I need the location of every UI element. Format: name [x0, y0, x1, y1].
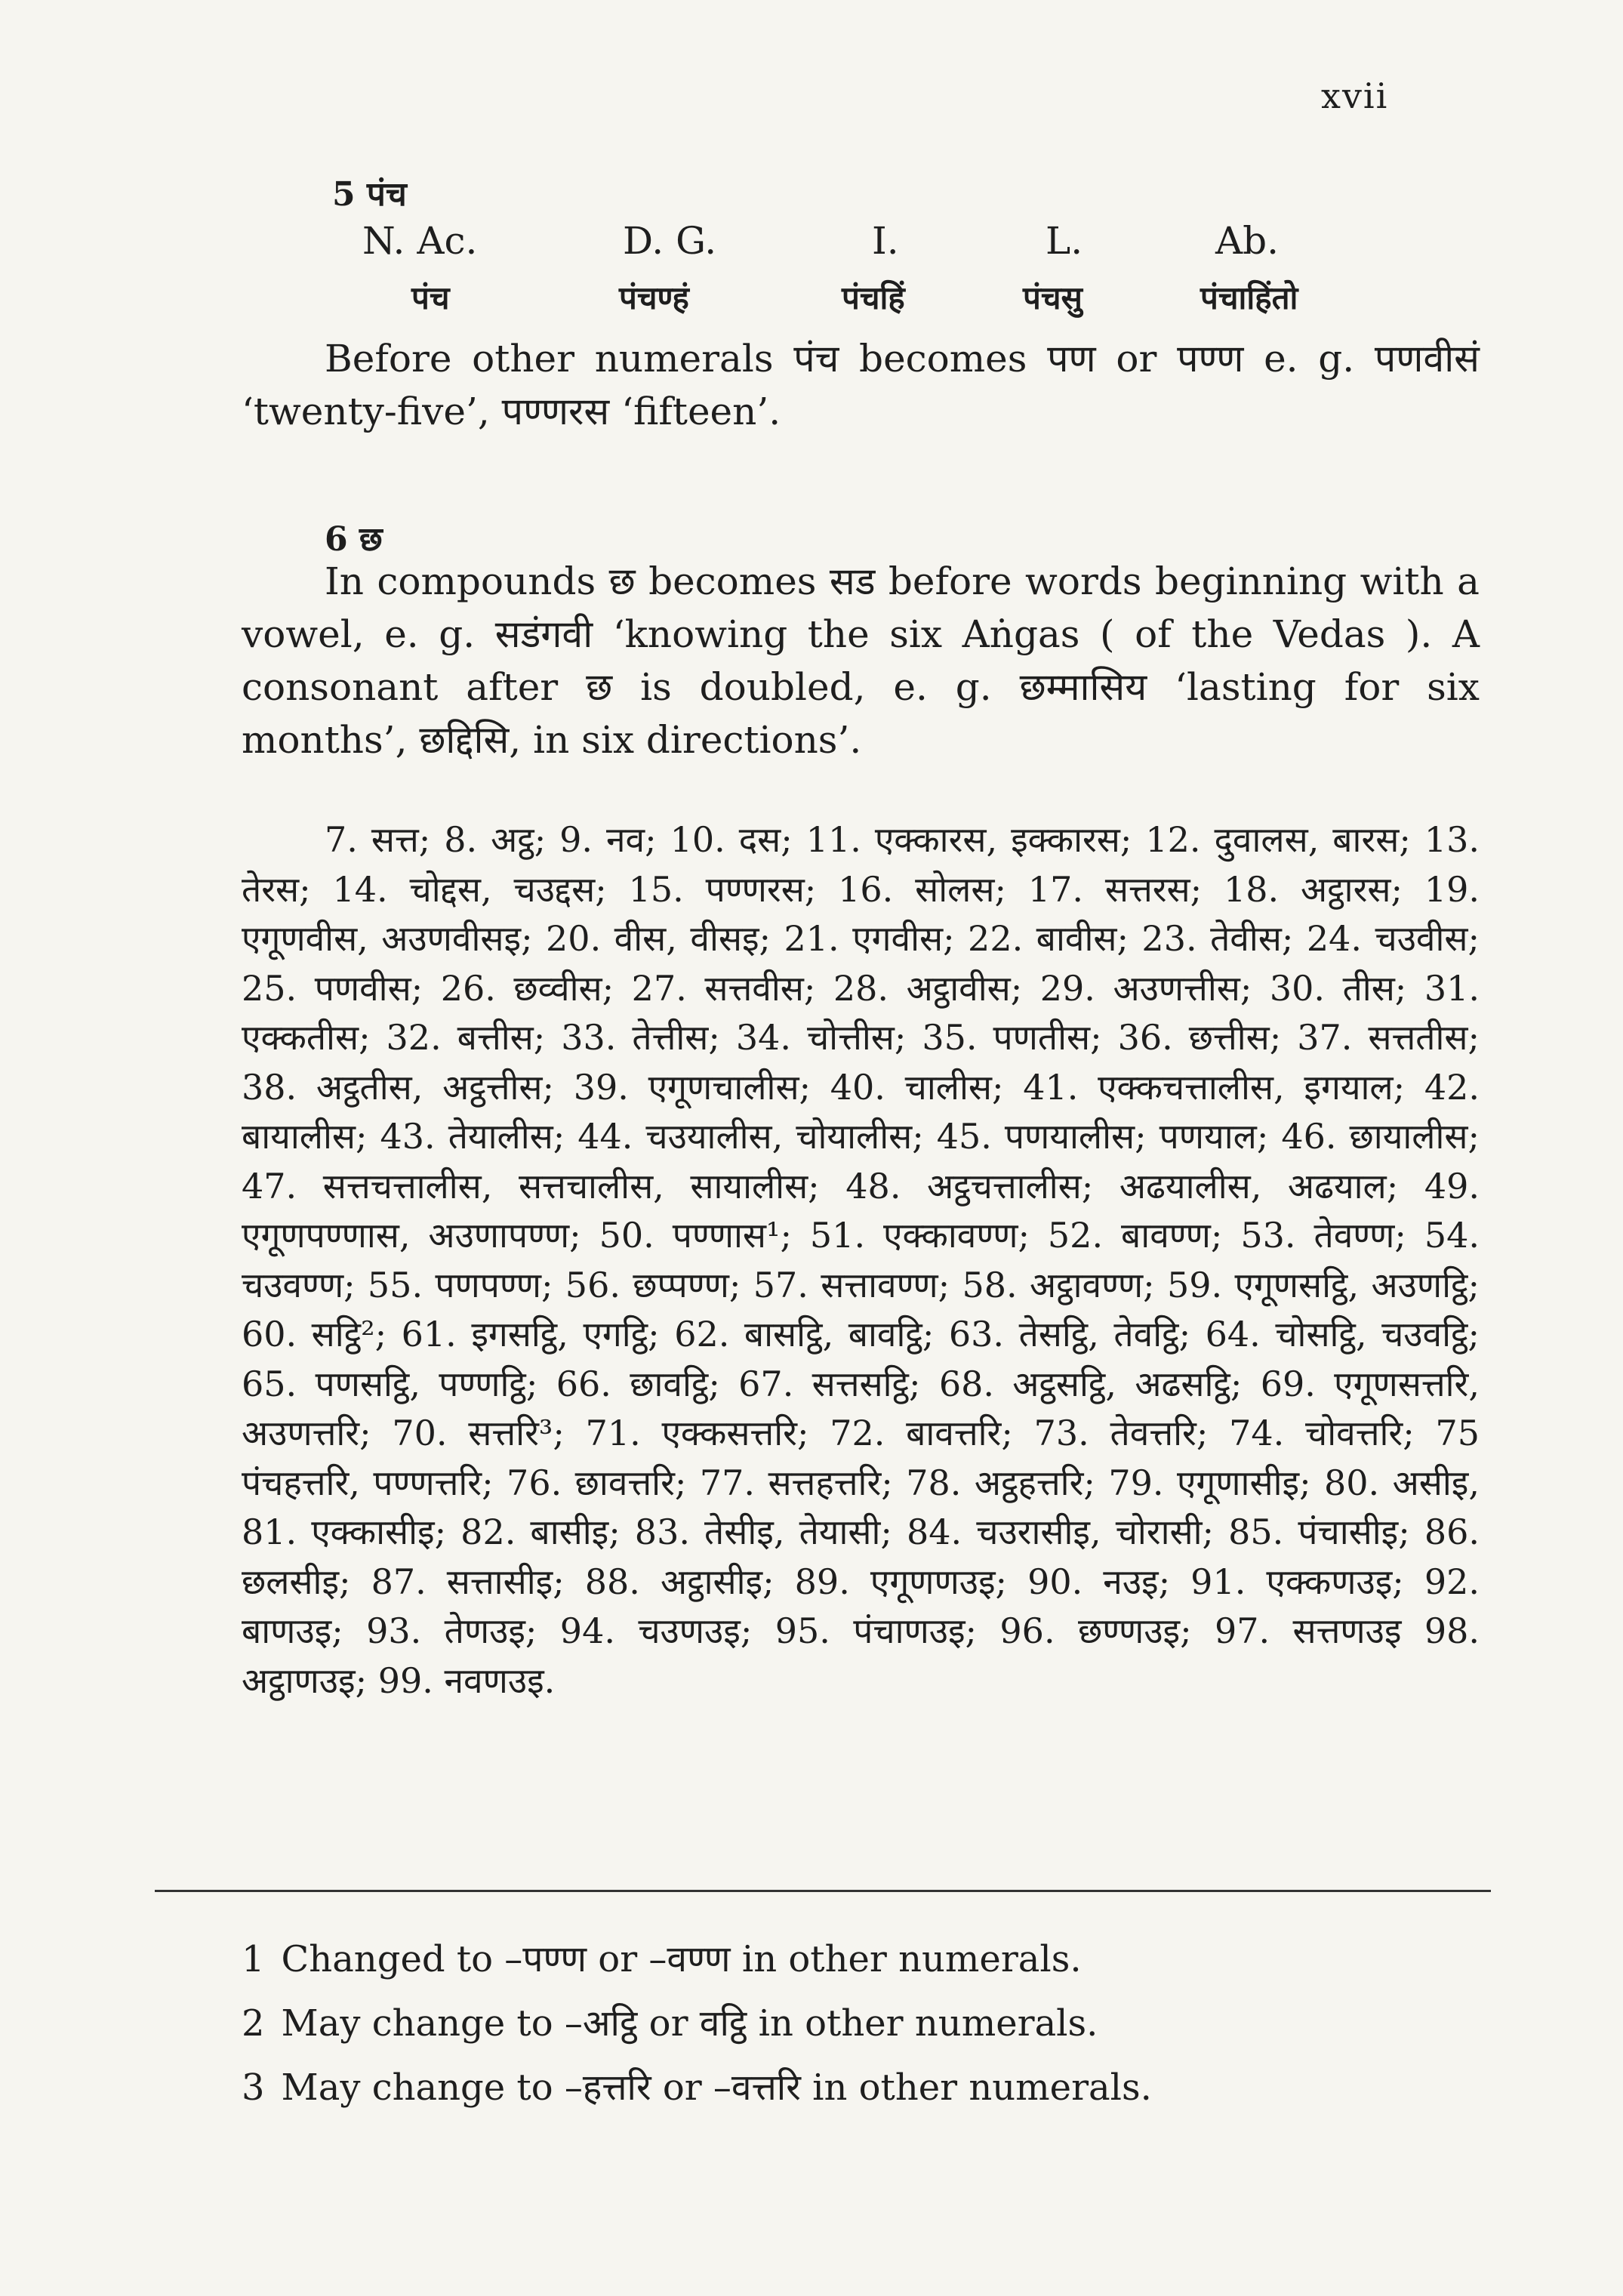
- case-form-abl: पंचाहिंतो: [1200, 279, 1298, 316]
- case-label-dat-gen: D. G.: [623, 219, 717, 263]
- footnote-item: [242, 2066, 1480, 2109]
- case-form-nom-acc: पंच: [411, 279, 450, 316]
- section-6-heading: 6 छ: [325, 520, 383, 559]
- section-5-heading: 5 पंच: [332, 175, 407, 214]
- footnote-item: [242, 1940, 1480, 1978]
- case-form-instr: पंचहिं: [842, 279, 905, 316]
- page-number: xvii: [1321, 76, 1389, 116]
- case-label-loc: L.: [1046, 219, 1083, 263]
- footnote-text: Changed to –पण्ण or –वण्ण in other numerals.: [281, 1938, 1082, 1980]
- footnotes: [242, 1940, 1480, 2133]
- footnote-mark: 2: [242, 2002, 265, 2045]
- numerals-list: 7. सत्त; 8. अट्ठ; 9. नव; 10. दस; 11. एक्कारस, इक्कारस; 12. दुवालस, बारस; 13. तेरस; 14. चोद्दस, चउद्दस; 15. पण्णरस; 16. सोलस; 17. सत्तरस; 18. अट्ठारस; 19. एगूणवीस, अउणवीसइ; 20. वीस, वीसइ; 21. एगवीस; 22. बावीस; 23. तेवीस; 24. चउवीस; 25. पणवीस; 26. छव्वीस; 27. सत्तवीस; 28. अट्ठावीस; 29. अउणत्तीस; 30. तीस; 31. एक्कतीस; 32. बत्तीस; 33. तेत्तीस; 34. चोत्तीस; 35. पणतीस; 36. छत्तीस; 37. सत्ततीस; 38. अट्ठतीस, अट्ठत्तीस; 39. एगूणचालीस; 40. चालीस; 41. एक्कचत्तालीस, इगयाल; 42. बायालीस; 43. तेयालीस; 44. चउयालीस, चोयालीस; 45. पणयालीस; पणयाल; 46. छायालीस; 47. सत्तचत्तालीस, सत्तचालीस, सायालीस; 48. अट्ठचत्तालीस; अढयालीस, अढयाल; 49. एगूणपण्णास, अउणापण्ण; 50. पण्णास¹; 51. एक्कावण्ण; 52. बावण्ण; 53. तेवण्ण; 54. चउवण्ण; 55. पणपण्ण; 56. छप्पण्ण; 57. सत्तावण्ण; 58. अट्ठावण्ण; 59. एगूणसट्ठि, अउणट्ठि; 60. सट्ठि²; 61. इगसट्ठि, एगट्ठि; 62. बासट्ठि, बावट्ठि; 63. तेसट्ठि, तेवट्ठि; 64. चोसट्ठि, चउवट्ठि; 65. पणसट्ठि, पण्णट्ठि; 66. छावट्ठि; 67. सत्तसट्ठि; 68. अट्ठसट्ठि, अढसट्ठि; 69. एगूणसत्तरि, अउणत्तरि; 70. सत्तरि³; 71. एक्कसत्तरि; 72. बावत्तरि; 73. तेवत्तरि; 74. चोवत्तरि; 75 पंचहत्तरि, पण्णत्तरि; 76. छावत्तरि; 77. सत्तहत्तरि; 78. अट्ठहत्तरि; 79. एगूणासीइ; 80. असीइ, 81. एक्कासीइ; 82. बासीइ; 83. तेसीइ, तेयासी; 84. चउरासीइ, चोरासी; 85. पंचासीइ; 86. छलसीइ; 87. सत्तासीइ; 88. अट्ठासीइ; 89. एगूणणउइ; 90. नउइ; 91. एक्कणउइ; 92. बाणउइ; 93. तेणउइ; 94. चउणउइ; 95. पंचाणउइ; 96. छण्णउइ; 97. सत्तणउइ 98. अट्ठाणउइ; 99. नवणउइ.: [242, 819, 1480, 1701]
- footnote-divider: [155, 1890, 1491, 1892]
- case-label-instr: I.: [872, 219, 899, 263]
- case-label-abl: Ab.: [1215, 219, 1280, 263]
- footnote-mark: 1: [242, 1938, 265, 1980]
- section-5-paragraph: Before other numerals पंच becomes पण or पण्ण e. g. पणवीसं ‘twenty-five’, पण्णरस ‘fifteen’.: [242, 337, 1480, 433]
- footnote-text: May change to –हत्तरि or –वत्तरि in other numerals.: [281, 2066, 1152, 2109]
- section-6-paragraph: In compounds छ becomes सड before words beginning with a vowel, e. g. सडंगवी ‘knowing the six Aṅgas ( of the Vedas ). A consonant after छ is doubled, e. g. छम्मासिय ‘lasting for six months’, छद्दिसि, in six directions’.: [242, 559, 1480, 762]
- case-labels-row: [362, 219, 1359, 272]
- case-forms-row: [362, 276, 1359, 328]
- footnote-item: [242, 2002, 1480, 2045]
- footnote-mark: 3: [242, 2066, 265, 2109]
- case-form-dat-gen: पंचण्हं: [619, 279, 689, 316]
- case-label-nom-acc: N. Ac.: [362, 219, 478, 263]
- case-form-loc: पंचसु: [1023, 279, 1083, 316]
- footnote-text: May change to –अट्ठि or वट्ठि in other numerals.: [281, 2002, 1098, 2045]
